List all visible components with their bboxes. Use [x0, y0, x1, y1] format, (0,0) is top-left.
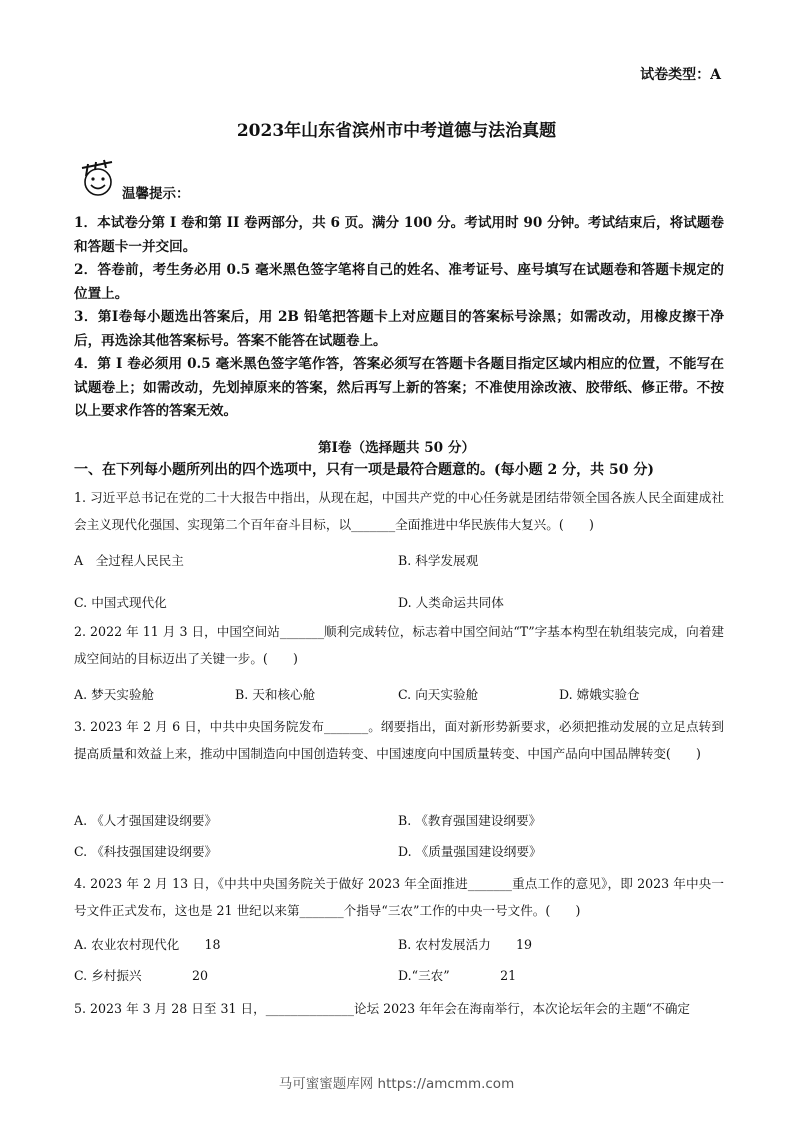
option-a: A. 《人才强国建设纲要》	[74, 813, 218, 828]
notice-item: 4．第 I 卷必须用 0.5 毫米黑色签字笔作答，答案必须写在答题卡各题目指定区域内相应的位置，不能写在试题卷上；如需改动，先划掉原来的答案，然后再写上新的答案；不准使用涂改液、胶带纸、修正带。不按以上要求作答的答案无效。	[74, 356, 724, 419]
question-stem: 2. 2022 年 11 月 3 日，中国空间站_______顺利完成转位，标志着中国空间站“T”字基本构型在轨组装完成，向着建成空间站的目标迈出了关键一步。( )	[74, 624, 724, 666]
option-b: B. 农村发展活力 19	[398, 937, 533, 952]
question-stem: 1. 习近平总书记在党的二十大报告中指出，从现在起，中国共产党的中心任务就是团结带领全国各族人民全面建成社会主义现代化强国、实现第二个百年奋斗目标，以_______全面推进中华民族伟大复兴。( )	[74, 490, 724, 532]
option-d: D.“三农” 21	[398, 968, 517, 983]
footer-watermark: 马可蜜蜜题库网 https://amcmm.com	[278, 1076, 515, 1092]
option-d: D. 人类命运共同体	[398, 595, 504, 610]
question-stem: 3. 2023 年 2 月 6 日，中共中央国务院发布_______。纲要指出，面对新形势新要求，必须把推动发展的立足点转到提高质量和效益上来，推动中国制造向中国创造转变、中国速度向中国质量转变、中国产品向中国品牌转变( )	[74, 719, 724, 761]
page-title: 2023年山东省滨州市中考道德与法治真题	[236, 121, 557, 141]
notice-list	[74, 212, 724, 424]
smiley-face-icon	[76, 156, 126, 200]
option-d: D. 《质量强国建设纲要》	[398, 844, 542, 859]
option-a: A. 梦天实验舱	[74, 687, 155, 702]
option-b: B. 科学发展观	[398, 553, 479, 568]
question-stem: 5. 2023 年 3 月 28 日至 31 日，______________论坛 2023 年年会在海南举行，本次论坛年会的主题“不确定	[74, 1001, 691, 1016]
option-a: A. 农业农村现代化 18	[74, 937, 221, 952]
section-title: 一、在下列每小题所列出的四个选项中，只有一项是最符合题意的。(每小题 2 分，共 50 分)	[74, 462, 654, 478]
option-c: C. 向天实验舱	[398, 687, 479, 702]
option-c: C. 中国式现代化	[74, 595, 167, 610]
paper-type-label: 试卷类型：A	[640, 67, 721, 83]
tip-label: 温馨提示：	[122, 186, 190, 202]
notice-item: 2．答卷前，考生务必用 0.5 毫米黑色签字笔将自己的姓名、准考证号、座号填写在试题卷和答题卡规定的位置上。	[74, 262, 724, 302]
option-c: C. 乡村振兴 20	[74, 968, 208, 983]
option-b: B. 《教育强国建设纲要》	[398, 813, 542, 828]
option-b: B. 天和核心舱	[235, 687, 316, 702]
option-a: A 全过程人民民主	[74, 553, 184, 568]
option-d: D. 嫦娥实验仓	[559, 687, 640, 702]
option-c: C. 《科技强国建设纲要》	[74, 844, 218, 859]
part-title: 第Ⅰ卷（选择题共 50 分）	[317, 440, 476, 456]
notice-item: 3．第Ⅰ卷每小题选出答案后，用 2B 铅笔把答题卡上对应题目的答案标号涂黑；如需改动，用橡皮擦干净后，再选涂其他答案标号。答案不能答在试题卷上。	[74, 309, 724, 349]
notice-item: 1．本试卷分第 I 卷和第 II 卷两部分，共 6 页。满分 100 分。考试用时 90 分钟。考试结束后，将试题卷和答题卡一并交回。	[74, 215, 724, 255]
question-stem: 4. 2023 年 2 月 13 日，《中共中央国务院关于做好 2023 年全面推进_______重点工作的意见》，即 2023 年中央一号文件正式发布，这也是 21 世纪以来第_______个指导“三农”工作的中央一号文件。( )	[74, 876, 724, 918]
